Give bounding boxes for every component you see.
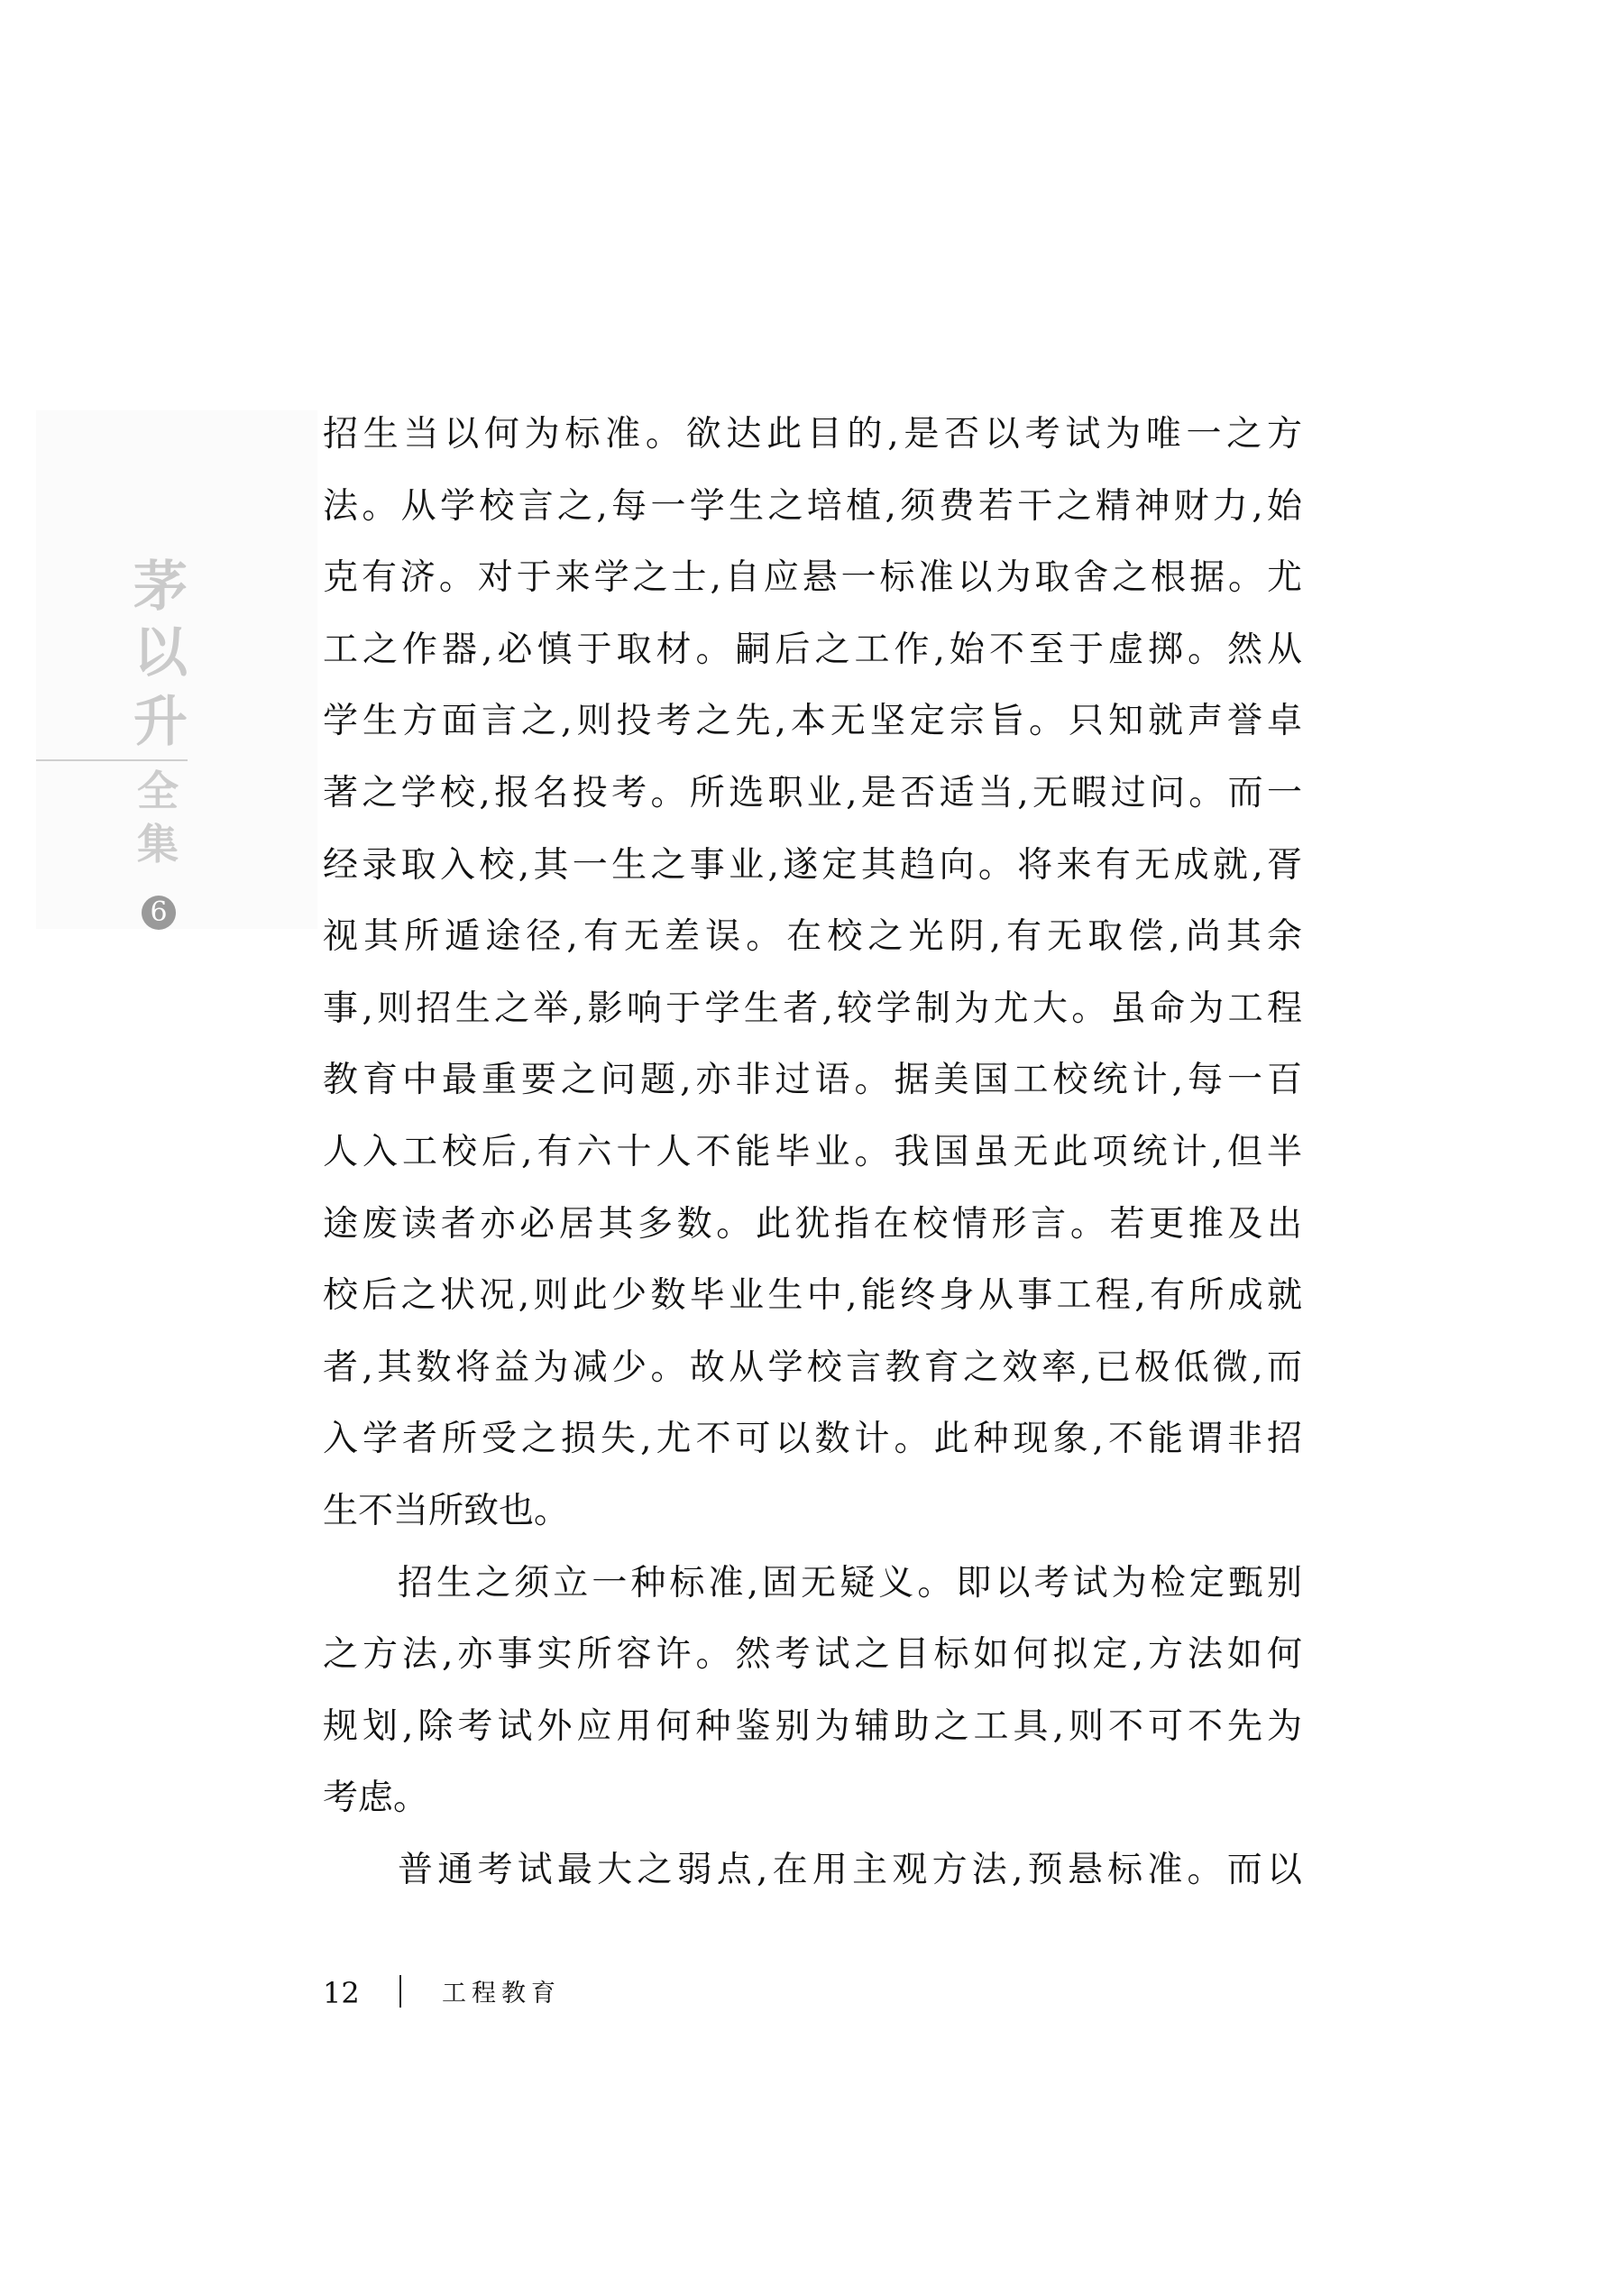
text-line: 法。从学校言之,每一学生之培植,须费若干之精神财力,始 bbox=[323, 485, 1302, 527]
text-line: 经录取入校,其一生之事业,遂定其趋向。将来有无成就,胥 bbox=[323, 844, 1302, 886]
text-line: 事,则招生之举,影响于学生者,较学制为尤大。虽命为工程 bbox=[323, 988, 1302, 1029]
text-line: 著之学校,报名投考。所选职业,是否适当,无暇过问。而一 bbox=[323, 772, 1302, 813]
text-line: 者,其数将益为减少。故从学校言教育之效率,已极低微,而 bbox=[323, 1346, 1302, 1388]
page-number: 12 bbox=[323, 1976, 360, 2010]
text-line: 招生之须立一种标准,固无疑义。即以考试为检定甄别 bbox=[398, 1562, 1302, 1604]
text-line: 考虑。 bbox=[323, 1778, 429, 1819]
author-name-char-1: 茅 bbox=[133, 556, 188, 619]
body-text bbox=[323, 408, 1302, 1915]
running-section-title: 工程教育 bbox=[442, 1980, 561, 2008]
footer-separator bbox=[399, 1975, 401, 2008]
paragraph bbox=[323, 1843, 1302, 1916]
paragraph bbox=[323, 408, 1302, 1557]
text-line: 招生当以何为标准。欲达此目的,是否以考试为唯一之方 bbox=[323, 414, 1302, 455]
paragraph bbox=[323, 1557, 1302, 1843]
author-name-char-2: 以 bbox=[133, 621, 188, 685]
text-line: 普通考试最大之弱点,在用主观方法,预悬标准。而以 bbox=[398, 1849, 1302, 1890]
text-line: 学生方面言之,则投考之先,本无坚定宗旨。只知就声誉卓 bbox=[323, 701, 1302, 742]
text-line: 人入工校后,有六十人不能毕业。我国虽无此项统计,但半 bbox=[323, 1131, 1302, 1172]
text-line: 工之作器,必慎于取材。嗣后之工作,始不至于虚掷。然从 bbox=[323, 629, 1302, 670]
collection-char-2: 集 bbox=[137, 820, 179, 868]
text-line: 教育中最重要之问题,亦非过语。据美国工校统计,每一百 bbox=[323, 1060, 1302, 1101]
text-line: 规划,除考试外应用何种鉴别为辅助之工具,则不可不先为 bbox=[323, 1705, 1302, 1747]
text-line: 生不当所致也。 bbox=[323, 1490, 570, 1531]
text-line: 之方法,亦事实所容许。然考试之目标如何拟定,方法如何 bbox=[323, 1634, 1302, 1676]
text-line: 视其所遁途径,有无差误。在校之光阴,有无取偿,尚其余 bbox=[323, 916, 1302, 958]
banner-divider bbox=[36, 759, 188, 761]
text-line: 途废读者亦必居其多数。此犹指在校情形言。若更推及出 bbox=[323, 1203, 1302, 1245]
author-name-char-3: 升 bbox=[133, 691, 188, 754]
volume-number-badge: 6 bbox=[142, 896, 176, 930]
text-line: 校后之状况,则此少数毕业生中,能终身从事工程,有所成就 bbox=[323, 1275, 1302, 1317]
text-line: 入学者所受之损失,尤不可以数计。此种现象,不能谓非招 bbox=[323, 1419, 1302, 1460]
collection-char-1: 全 bbox=[137, 767, 179, 815]
text-line: 克有济。对于来学之士,自应悬一标准以为取舍之根据。尤 bbox=[323, 557, 1302, 599]
